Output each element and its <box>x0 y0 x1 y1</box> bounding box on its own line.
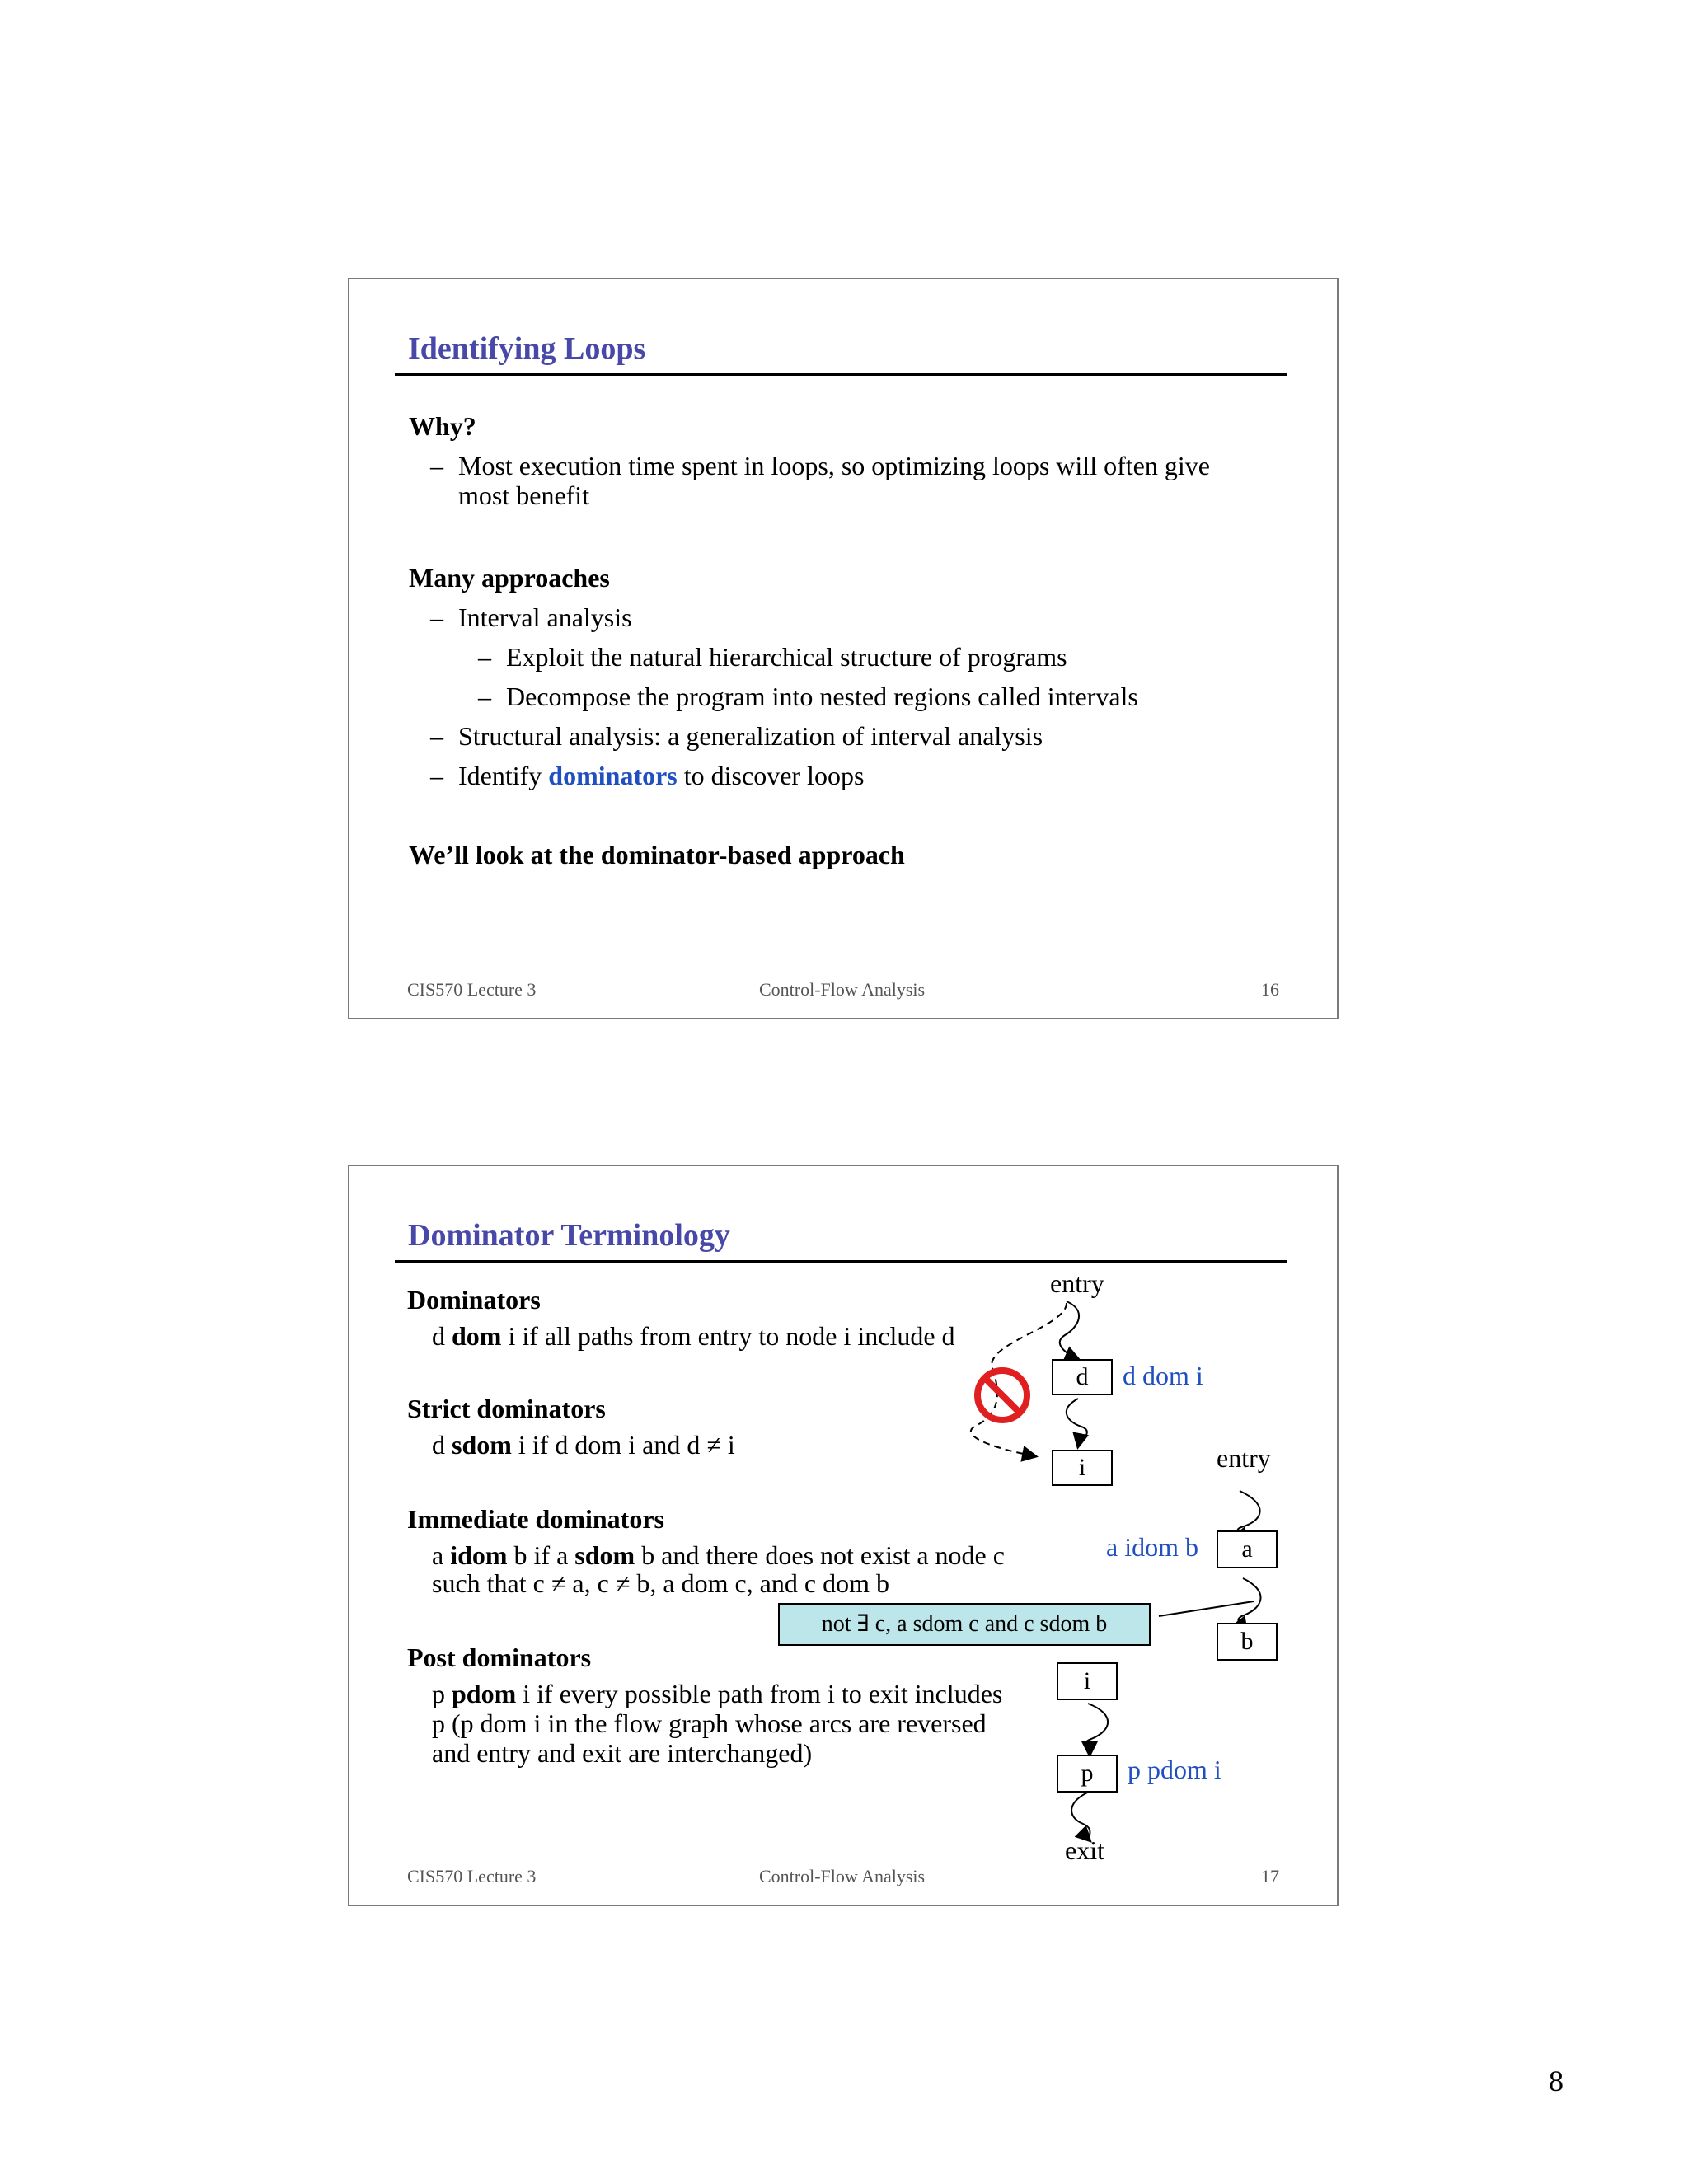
sdom-definition: d sdom i if d dom i and d ≠ i <box>432 1430 735 1460</box>
title-underline <box>395 373 1287 376</box>
footer-topic: Control-Flow Analysis <box>759 979 926 1000</box>
pdom-definition-cont1: p (p dom i in the flow graph whose arcs are reversed <box>432 1708 987 1738</box>
footer-slide-number: 16 <box>1261 979 1279 1000</box>
not-exists-callout: not ∃ c, a sdom c and c sdom b <box>778 1603 1151 1646</box>
node-d: d <box>1052 1359 1113 1395</box>
slide-identifying-loops <box>348 278 1339 1019</box>
keyword-pdom: pdom <box>452 1679 517 1708</box>
page-number: 8 <box>1549 2064 1564 2097</box>
edge-i2-to-p <box>1085 1704 1108 1755</box>
keyword-dominators: dominators <box>548 761 678 790</box>
pdom-definition-cont2: and entry and exit are interchanged) <box>432 1738 813 1768</box>
pdom-definition: p pdom i if every possible path from i to exit includes <box>432 1679 1003 1708</box>
why-heading: Why? <box>409 411 476 441</box>
edge-entry-to-d <box>1060 1301 1079 1359</box>
sub-bullet-exploit: – Exploit the natural hierarchical structure of programs <box>478 642 1067 672</box>
immediate-dominators-heading: Immediate dominators <box>407 1504 664 1534</box>
strict-dominators-heading: Strict dominators <box>407 1394 606 1423</box>
node-i-postdom: i <box>1057 1662 1118 1700</box>
dom-definition: d dom i if all paths from entry to node i include d <box>432 1321 955 1351</box>
edge-p-to-exit <box>1071 1791 1091 1840</box>
bullet-structural: – Structural analysis: a generalization of interval analysis <box>430 721 1043 751</box>
entry-label: entry <box>1217 1443 1271 1473</box>
closing-statement: We’ll look at the dominator-based approach <box>409 840 905 869</box>
footer-course: CIS570 Lecture 3 <box>407 1866 537 1886</box>
exit-label: exit <box>1065 1835 1104 1865</box>
edge-d-to-i <box>1067 1399 1087 1446</box>
callout-pointer <box>1159 1601 1254 1616</box>
footer-topic: Control-Flow Analysis <box>759 1866 926 1886</box>
node-a: a <box>1217 1530 1278 1568</box>
sub-bullet-decompose: – Decompose the program into nested regions called intervals <box>478 682 1138 711</box>
keyword-dom: dom <box>452 1321 502 1351</box>
node-i: i <box>1052 1450 1113 1486</box>
keyword-sdom: sdom <box>574 1540 635 1570</box>
slide-title: Dominator Terminology <box>408 1218 730 1253</box>
node-p: p <box>1057 1755 1118 1793</box>
a-idom-b-label: a idom b <box>1106 1532 1198 1562</box>
bullet-identify: – Identify dominators to discover loops <box>430 761 865 790</box>
approaches-heading: Many approaches <box>409 563 610 593</box>
footer-course: CIS570 Lecture 3 <box>407 979 537 1000</box>
d-dom-i-label: d dom i <box>1123 1361 1203 1390</box>
slide-title: Identifying Loops <box>408 331 646 366</box>
keyword-idom: idom <box>450 1540 508 1570</box>
bullet-interval: – Interval analysis <box>430 602 632 632</box>
node-b: b <box>1217 1623 1278 1661</box>
slide-dominator-terminology <box>348 1165 1339 1906</box>
bullet-why-cont: most benefit <box>458 480 590 510</box>
prohibited-sign-icon <box>978 1371 1027 1420</box>
bullet-why: – Most execution time spent in loops, so optimizing loops will often give <box>430 451 1210 480</box>
dash-marker: – <box>430 451 443 480</box>
post-dominators-heading: Post dominators <box>407 1643 592 1672</box>
keyword-sdom: sdom <box>452 1430 512 1460</box>
entry-label: entry <box>1050 1268 1104 1298</box>
footer-slide-number: 17 <box>1261 1866 1279 1886</box>
p-pdom-i-label: p pdom i <box>1128 1755 1221 1784</box>
dominators-heading: Dominators <box>407 1285 541 1315</box>
idom-definition: a idom b if a sdom b and there does not exist a node c <box>432 1540 1005 1570</box>
idom-definition-cont: such that c ≠ a, c ≠ b, a dom c, and c dom b <box>432 1568 889 1598</box>
